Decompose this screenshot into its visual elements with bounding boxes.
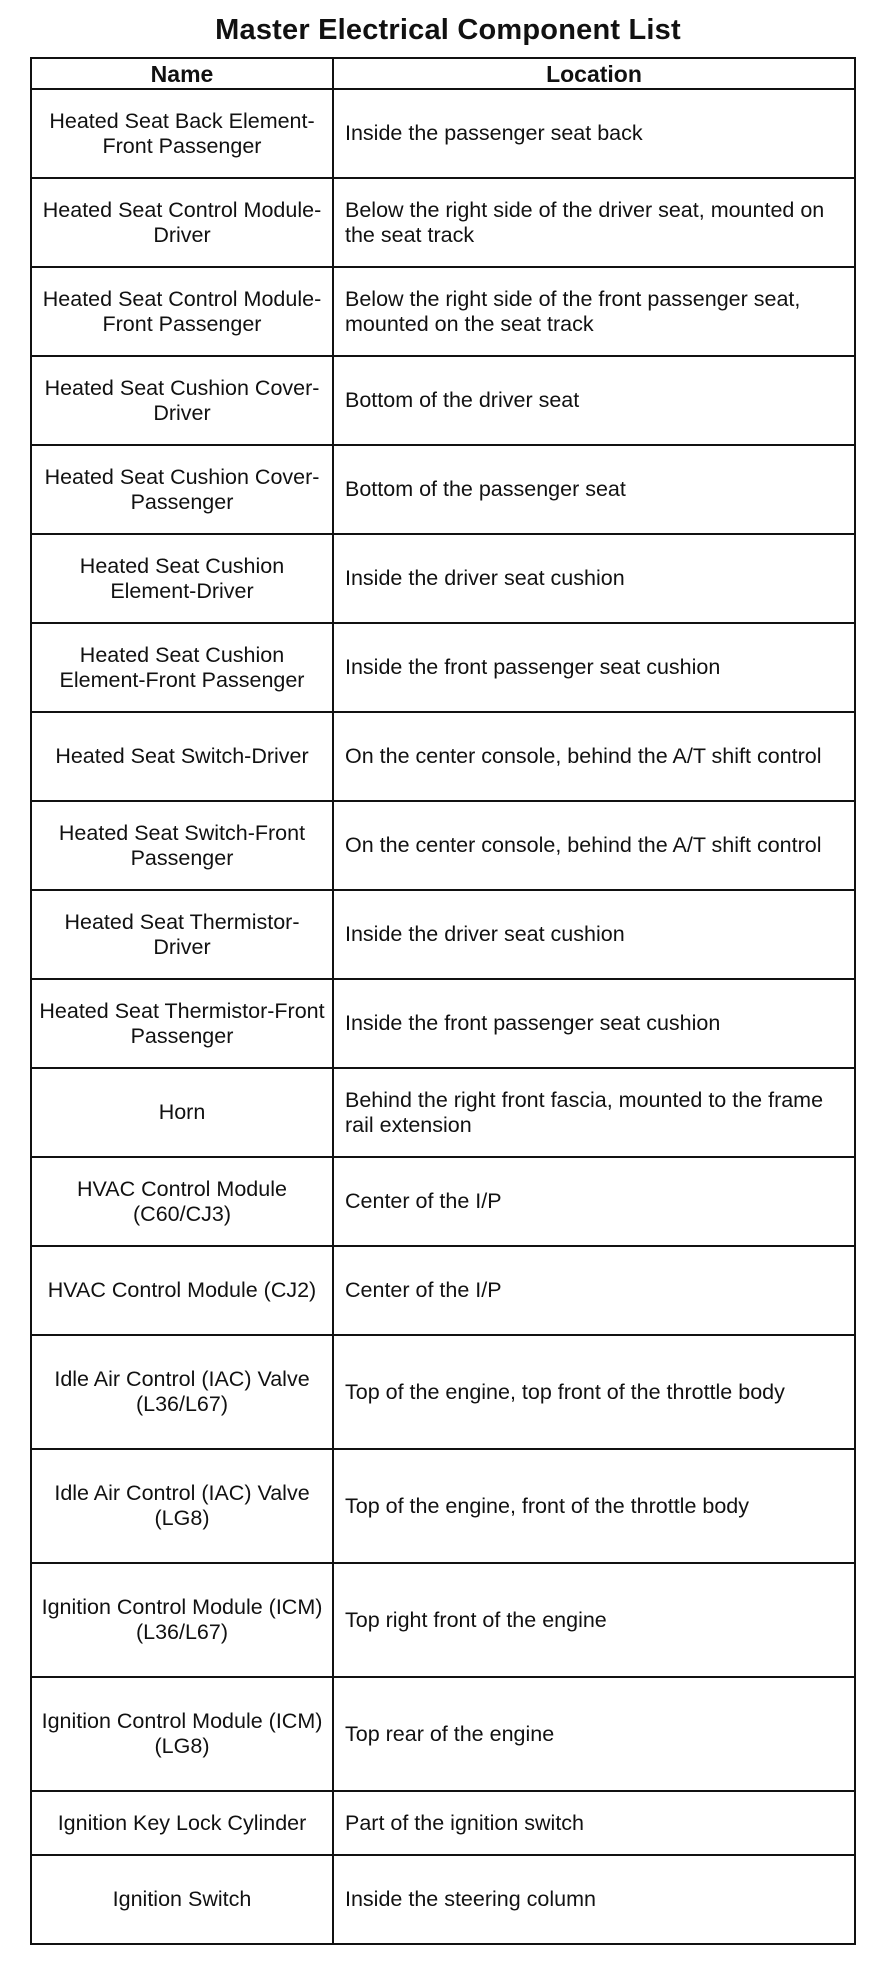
component-location: On the center console, behind the A/T shift control [333, 712, 855, 801]
component-name: HVAC Control Module (CJ2) [31, 1246, 333, 1335]
table-row [31, 979, 855, 1068]
component-name: Ignition Key Lock Cylinder [31, 1791, 333, 1855]
table-row [31, 1791, 855, 1855]
component-location: Top of the engine, front of the throttle body [333, 1449, 855, 1563]
table-row [31, 1855, 855, 1944]
component-location: Behind the right front fascia, mounted to the frame rail extension [333, 1068, 855, 1157]
column-header-name: Name [31, 58, 333, 89]
table-row [31, 1563, 855, 1677]
table-row [31, 890, 855, 979]
component-location: Inside the front passenger seat cushion [333, 979, 855, 1068]
component-name: Heated Seat Back Element-Front Passenger [31, 89, 333, 178]
component-name: Heated Seat Thermistor-Driver [31, 890, 333, 979]
table-row [31, 623, 855, 712]
component-name: Heated Seat Cushion Cover-Passenger [31, 445, 333, 534]
table-row [31, 534, 855, 623]
component-name: Ignition Control Module (ICM) (L36/L67) [31, 1563, 333, 1677]
table-row [31, 1449, 855, 1563]
table-row [31, 801, 855, 890]
table-row [31, 712, 855, 801]
component-name: Heated Seat Cushion Element-Driver [31, 534, 333, 623]
component-location: Center of the I/P [333, 1157, 855, 1246]
table-row [31, 356, 855, 445]
component-location: Inside the steering column [333, 1855, 855, 1944]
component-location: On the center console, behind the A/T shift control [333, 801, 855, 890]
table-row [31, 1246, 855, 1335]
component-location: Inside the driver seat cushion [333, 890, 855, 979]
component-location: Center of the I/P [333, 1246, 855, 1335]
table-row [31, 178, 855, 267]
table-row [31, 1677, 855, 1791]
component-name: Horn [31, 1068, 333, 1157]
component-location: Inside the front passenger seat cushion [333, 623, 855, 712]
component-name: Heated Seat Thermistor-Front Passenger [31, 979, 333, 1068]
component-name: Heated Seat Control Module-Driver [31, 178, 333, 267]
page-title: Master Electrical Component List [215, 14, 681, 46]
component-location: Top of the engine, top front of the throttle body [333, 1335, 855, 1449]
table-row [31, 1157, 855, 1246]
component-location: Below the right side of the front passenger seat, mounted on the seat track [333, 267, 855, 356]
component-name: Ignition Control Module (ICM) (LG8) [31, 1677, 333, 1791]
column-header-location: Location [333, 58, 855, 89]
component-name: Heated Seat Control Module-Front Passenger [31, 267, 333, 356]
table-row [31, 445, 855, 534]
component-name: Idle Air Control (IAC) Valve (LG8) [31, 1449, 333, 1563]
component-table [30, 57, 856, 1945]
component-name: HVAC Control Module (C60/CJ3) [31, 1157, 333, 1246]
component-location: Top right front of the engine [333, 1563, 855, 1677]
component-name: Heated Seat Switch-Driver [31, 712, 333, 801]
component-location: Below the right side of the driver seat, mounted on the seat track [333, 178, 855, 267]
component-location: Inside the passenger seat back [333, 89, 855, 178]
table-row [31, 1068, 855, 1157]
table-row [31, 1335, 855, 1449]
component-location: Top rear of the engine [333, 1677, 855, 1791]
component-name: Idle Air Control (IAC) Valve (L36/L67) [31, 1335, 333, 1449]
component-location: Part of the ignition switch [333, 1791, 855, 1855]
component-name: Heated Seat Cushion Element-Front Passenger [31, 623, 333, 712]
component-name: Heated Seat Switch-Front Passenger [31, 801, 333, 890]
component-location: Bottom of the driver seat [333, 356, 855, 445]
table-row [31, 89, 855, 178]
component-location: Inside the driver seat cushion [333, 534, 855, 623]
header-row [31, 58, 855, 89]
component-name: Heated Seat Cushion Cover-Driver [31, 356, 333, 445]
component-location: Bottom of the passenger seat [333, 445, 855, 534]
component-name: Ignition Switch [31, 1855, 333, 1944]
table-row [31, 267, 855, 356]
